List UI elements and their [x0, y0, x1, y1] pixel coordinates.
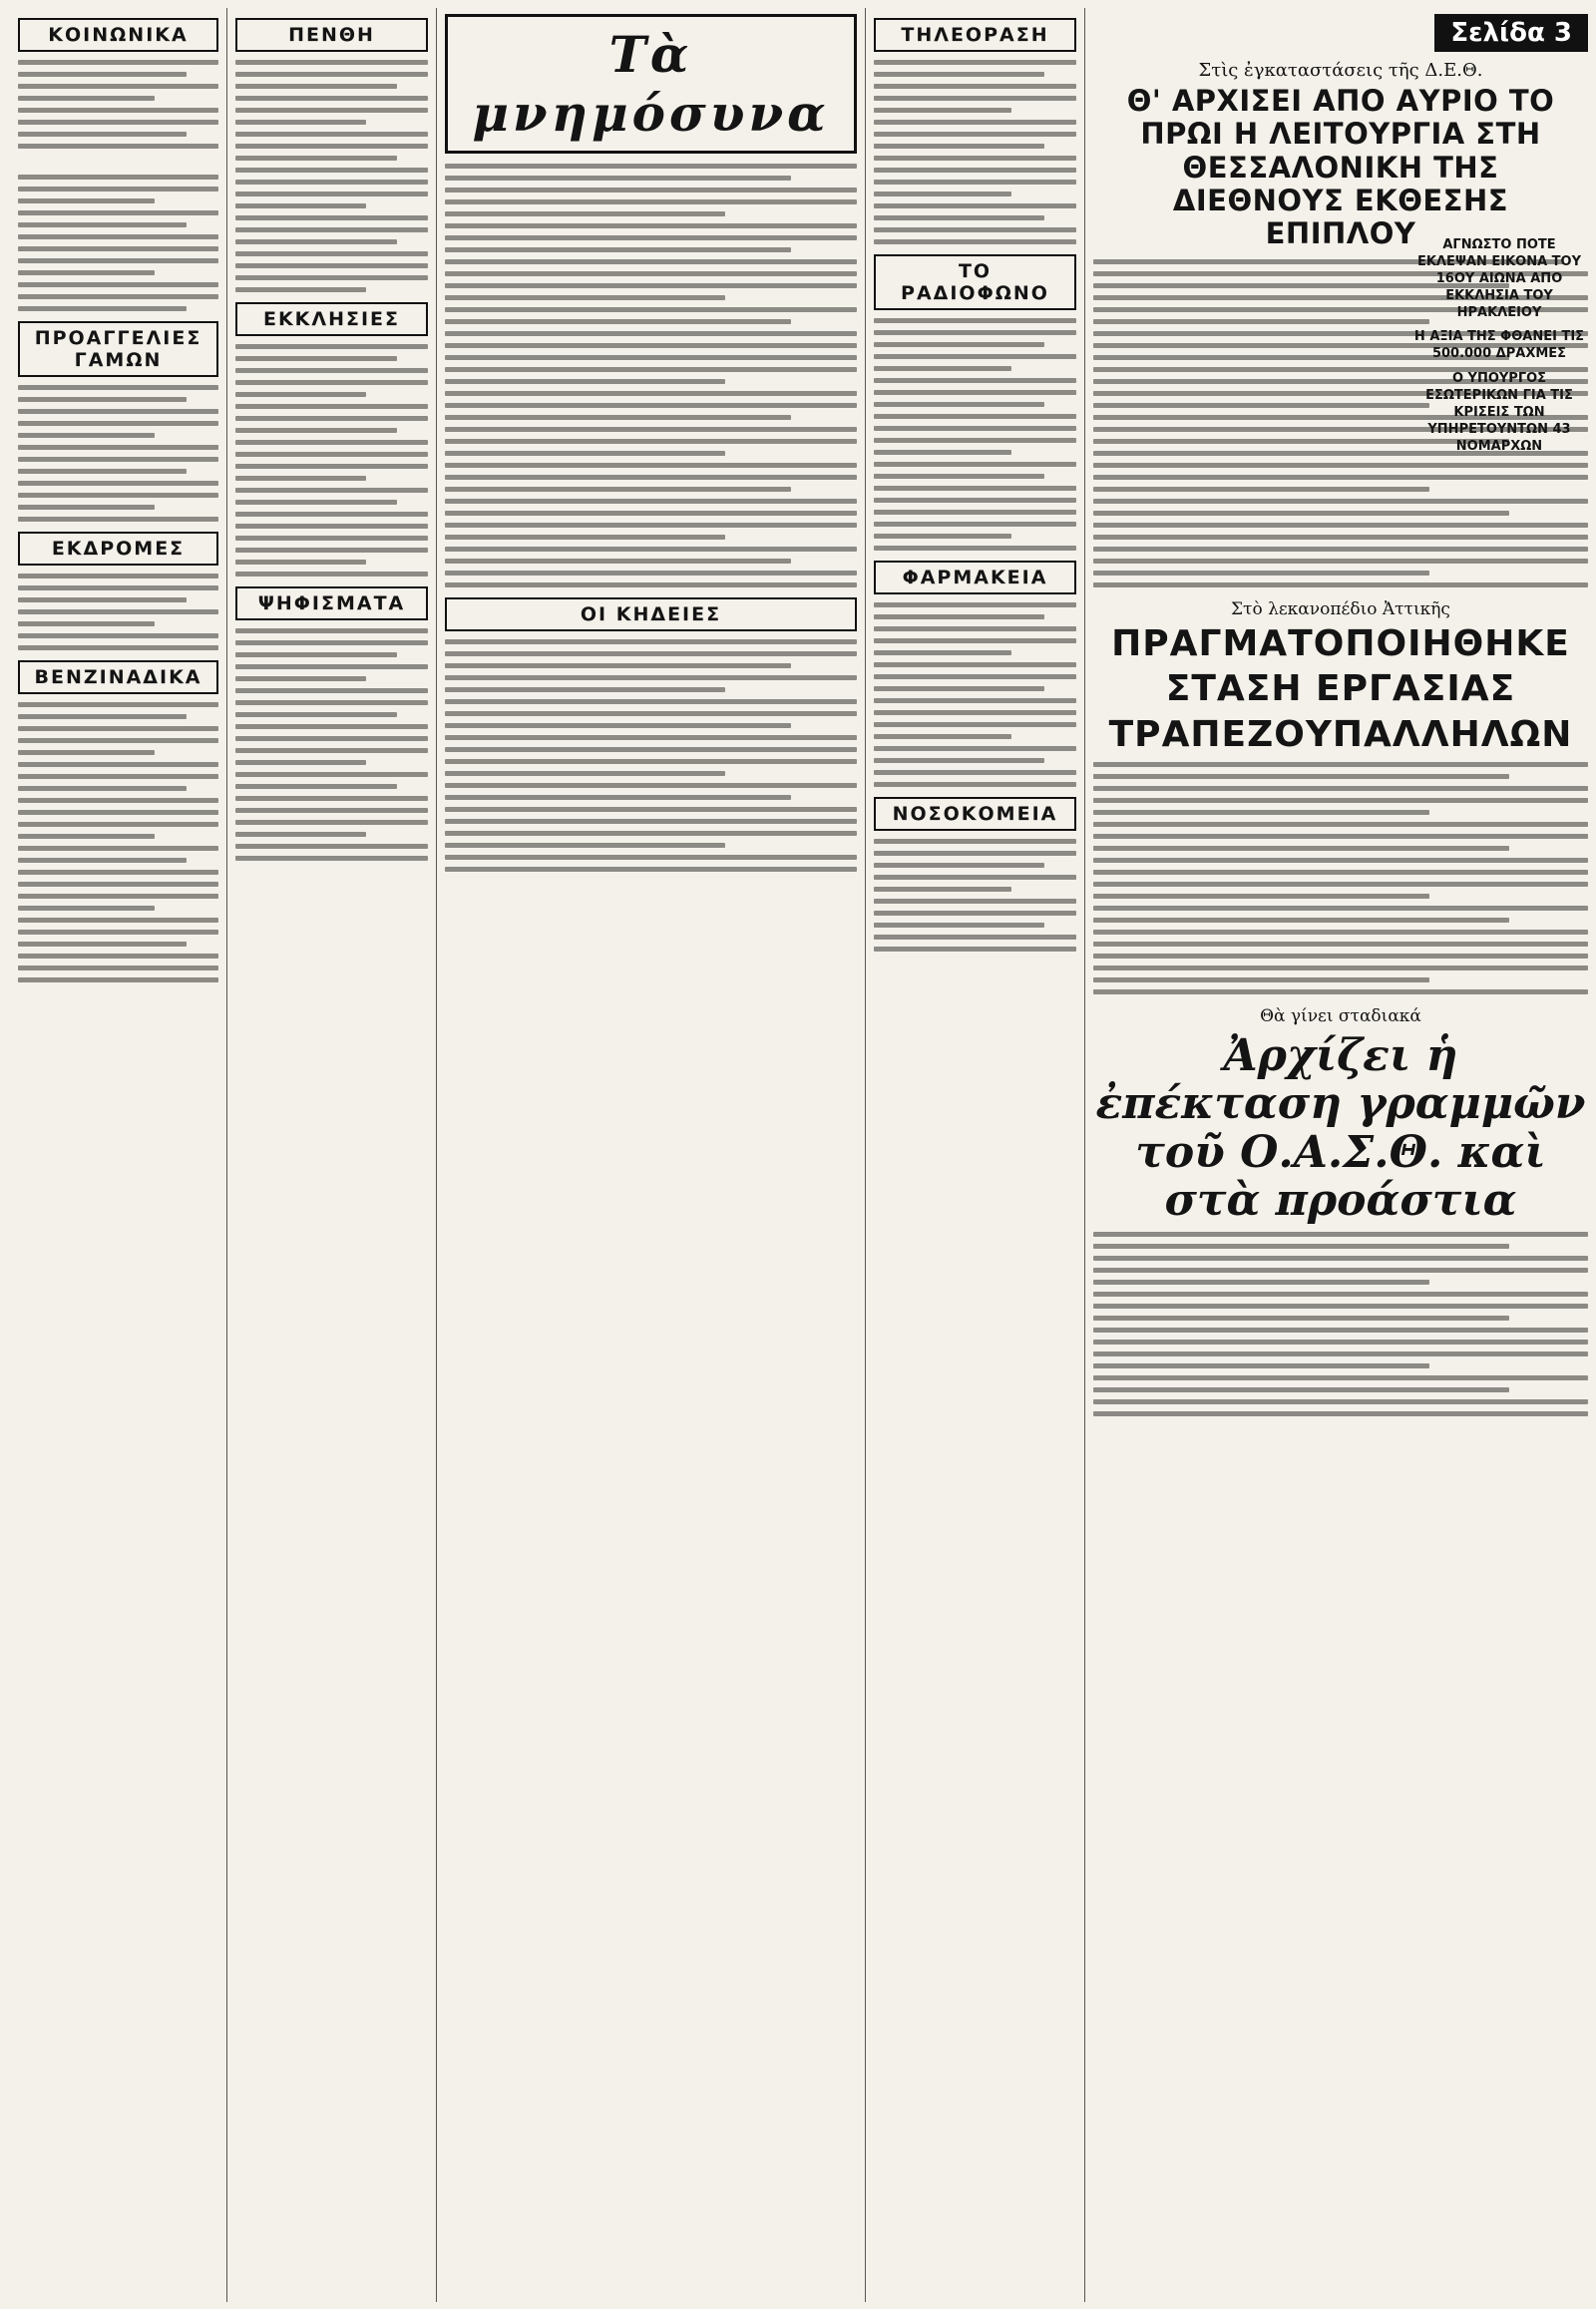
newspaper-page [10, 8, 1586, 2302]
section-fuel-header: ΒΕΝΖΙΝΑΔΙΚΑ [18, 660, 218, 694]
icon-theft-value: Η ΑΞΙΑ ΤΗΣ ΦΘΑΝΕΙ ΤΙΣ 500.000 ΔΡΑΧΜΕΣ [1413, 329, 1585, 362]
lead-story-kicker: Στὶς ἐγκαταστάσεις τῆς Δ.Ε.Θ. [1198, 60, 1483, 81]
section-mourning-header: ΠΕΝΘΗ [235, 18, 428, 52]
section-hospitals-header: ΝΟΣΟΚΟΜΕΙΑ [874, 797, 1076, 831]
strike-headline-2: ΣΤΑΣΗ ΕΡΓΑΣΙΑΣ [1165, 668, 1516, 710]
section-radio-header: ΤΟ ΡΑΔΙΟΦΩΝΟ [874, 254, 1076, 310]
strike-headline-3: ΤΡΑΠΕΖΟΥΠΑΛΛΗΛΩΝ [1108, 713, 1573, 755]
section-tv-header: ΤΗΛΕΟΡΑΣΗ [874, 18, 1076, 52]
side-items [1406, 237, 1592, 464]
column-social [10, 8, 227, 2302]
lead-story-headline: Θ' ΑΡΧΙΣΕΙ ΑΠΟ ΑΥΡΙΟ ΤΟ ΠΡΩΙ Η ΛΕΙΤΟΥΡΓΙΑ ΣΤΗ ΘΕΣΣΑΛΟΝΙΚΗ ΤΗΣ ΔΙΕΘΝΟΥΣ ΕΚΘΕΣΗΣ ΕΠΙΠΛΟΥ [1126, 84, 1555, 251]
column-mourning [227, 8, 437, 2302]
column-memorials [437, 8, 866, 2302]
icon-theft-headline: ΑΓΝΩΣΤΟ ΠΟΤΕ ΕΚΛΕΨΑΝ ΕΙΚΟΝΑ ΤΟΥ 16ΟΥ ΑΙΩΝΑ ΑΠΟ ΕΚΚΛΗΣΙΑ ΤΟΥ ΗΡΑΚΛΕΙΟΥ [1416, 237, 1582, 320]
strike-headline-1: ΠΡΑΓΜΑΤΟΠΟΙΗΘΗΚΕ [1111, 622, 1570, 664]
section-excursions-header: ΕΚΔΡΟΜΕΣ [18, 532, 218, 566]
section-social-header: ΚΟΙΝΩΝΙΚΑ [18, 18, 218, 52]
section-funerals-header: ΟΙ ΚΗΔΕΙΕΣ [445, 597, 857, 631]
section-weddings-header: ΠΡΟΑΓΓΕΛΙΕΣ ΓΑΜΩΝ [18, 321, 218, 377]
masthead: Τὰ μνημόσυνα [445, 14, 857, 154]
strike-story-kicker: Στὸ λεκανοπέδιο Ἀττικῆς [1231, 598, 1450, 619]
transit-story-headline: Ἀρχίζει ἡ ἐπέκταση γραμμῶν τοῦ Ο.Α.Σ.Θ. καὶ στὰ προάστια [1095, 1029, 1586, 1227]
transit-story-kicker: Θὰ γίνει σταδιακά [1260, 1005, 1421, 1026]
minister-headline: Ο ΥΠΟΥΡΓΟΣ ΕΣΩΤΕΡΙΚΩΝ ΓΙΑ ΤΙΣ ΚΡΙΣΕΙΣ ΤΩΝ ΥΠΗΡΕΤΟΥΝΤΩΝ 43 ΝΟΜΑΡΧΩΝ [1425, 371, 1573, 454]
section-decrees-header: ΨΗΦΙΣΜΑΤΑ [235, 586, 428, 620]
section-pharmacies-header: ΦΑΡΜΑΚΕΙΑ [874, 561, 1076, 594]
page-number-badge: Σελίδα 3 [1434, 14, 1588, 52]
section-churches-header: ΕΚΚΛΗΣΙΕΣ [235, 302, 428, 336]
column-listings [866, 8, 1085, 2302]
